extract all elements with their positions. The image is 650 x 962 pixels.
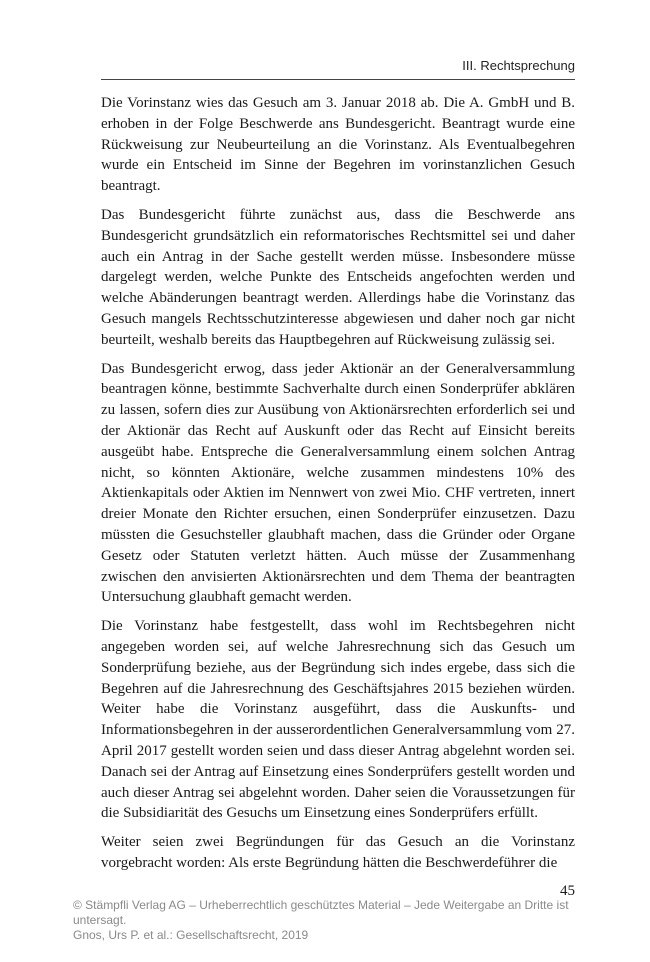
paragraph: Weiter seien zwei Begründungen für das Gesuch an die Vorinstanz vorgebracht worden: Als erste Begründung hätten die Beschwerdeführer die (101, 834, 575, 871)
footer-citation: Gnos, Urs P. et al.: Gesellschaftsrecht, 2019 (73, 928, 309, 942)
footer (73, 898, 578, 943)
paragraph: Die Vorinstanz habe festgestellt, dass wohl im Rechtsbegehren nicht angegeben worden sei, auf welche Jahresrechnung sich das Gesuch um Sonderprüfung beziehe, aus der Begründung sich indes ergebe, dass sich die Begehren auf die Jahresrechnung des Geschäftsjahres 2015 beziehen würden. Weiter habe die Vorinstanz ausgeführt, dass die Auskunfts- und Informationsbegehren in der ausserordentlichen Generalversammlung vom 27. April 2017 gestellt worden seien und dass dieser Antrag abgelehnt worden sei. Danach sei der Antrag auf Einsetzung eines Sonderprüfers gestellt worden und auch dieser Antrag sei abgelehnt worden. Daher seien die Voraussetzungen für die Subsidiarität des Gesuchs um Einsetzung eines Sonderprüfers erfüllt. (101, 618, 575, 822)
paragraph: Das Bundesgericht führte zunächst aus, dass die Beschwerde ans Bundesgericht grundsätzlich ein reformatorisches Rechtsmittel sei und daher auch ein Antrag in der Sache gestellt werden müsse. Insbesondere müsse dargelegt werden, welche Punkte des Entscheids angefochten werden und welche Abänderungen beantragt werden. Allerdings habe die Vorinstanz das Gesuch mangels Rechtsschutzinteresse abgewiesen und daher noch gar nicht beurteilt, weshalb bereits das Hauptbegehren auf Rückweisung zulässig sei. (101, 206, 575, 348)
footer-copyright: © Stämpfli Verlag AG – Urheberrechtlich geschütztes Material – Jede Weitergabe an Dritte ist untersagt. (73, 898, 569, 927)
running-head-title: III. Rechtsprechung (462, 58, 575, 73)
paragraph: Die Vorinstanz wies das Gesuch am 3. Januar 2018 ab. Die A. GmbH und B. erhoben in der Folge Beschwerde ans Bundesgericht. Beantragt wurde eine Rückweisung zur Neubeurteilung an die Vorinstanz. Als Eventualbegehren wurde ein Entscheid im Sinne der Begehren im vorinstanzlichen Gesuch beantragt. (101, 95, 575, 195)
running-head (101, 58, 575, 80)
body-text (101, 93, 575, 882)
page-number: 45 (560, 883, 575, 899)
paragraph: Das Bundesgericht erwog, dass jeder Aktionär an der Generalversammlung beantragen könne, bestimmte Sachverhalte durch einen Sonderprüfer abklären zu lassen, sofern dies zur Ausübung von Aktionärsrechten erforderlich sei und der Aktionär das Recht auf Auskunft oder das Recht auf Einsicht bereits ausgeübt habe. Entspreche die Generalversammlung einem solchen Antrag nicht, so könnten Aktionäre, welche zusammen mindestens 10% des Aktienkapitals oder Aktien im Nennwert von zwei Mio. CHF vertreten, innert dreier Monate den Richter ersuchen, einen Sonderprüfer einzusetzen. Dazu müssten die Gesuchsteller glaubhaft machen, dass die Gründer oder Organe Gesetz oder Statuten verletzt hätten. Auch müsse der Zusammenhang zwischen den anvisierten Aktionärsrechten und dem Thema der beantragten Untersuchung glaubhaft gemacht werden. (101, 360, 575, 606)
